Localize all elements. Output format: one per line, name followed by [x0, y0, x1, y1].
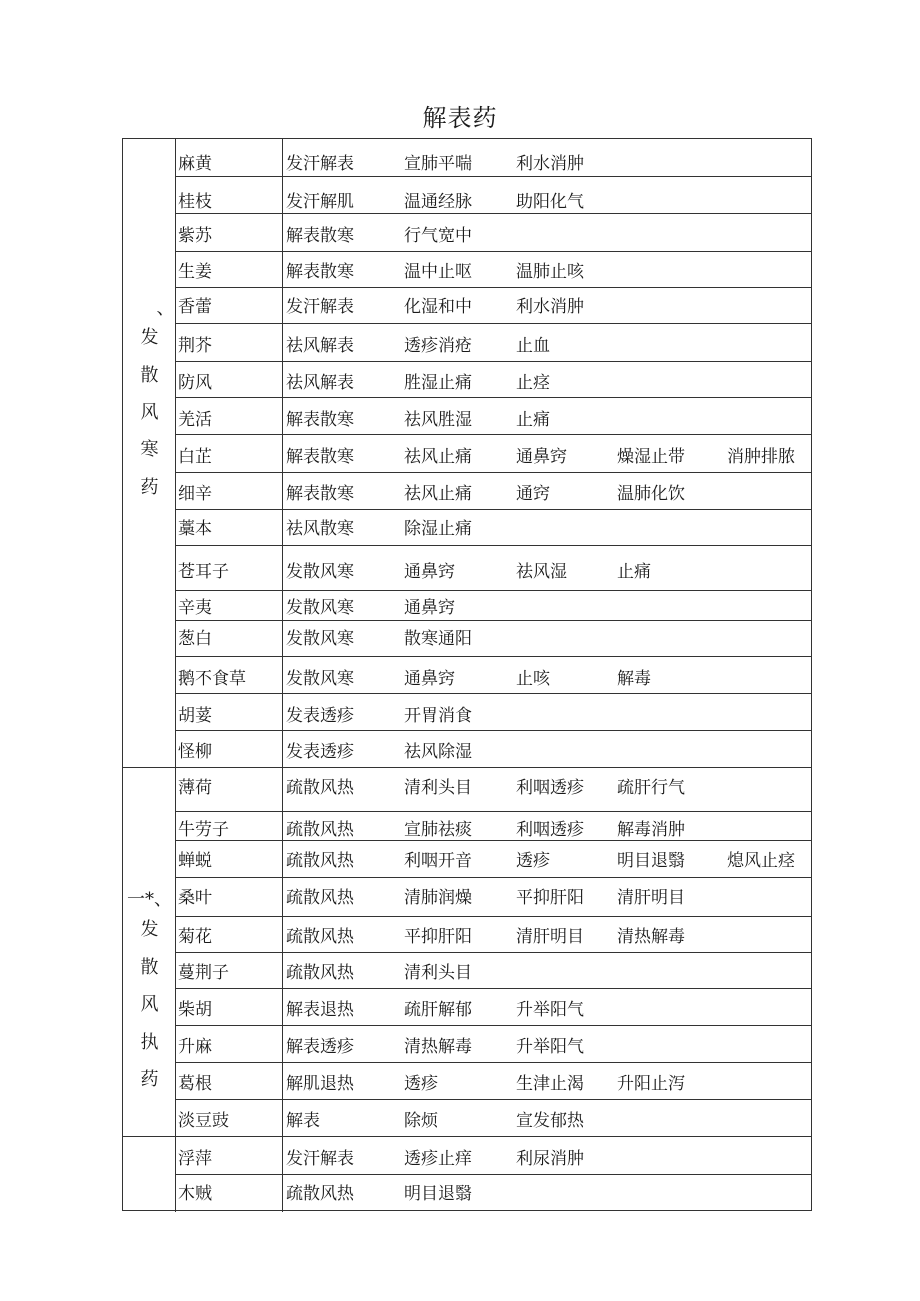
table-row [176, 840, 812, 878]
herb-name: 麻黄 [178, 154, 212, 174]
herb-name: 鹅不食草 [178, 669, 246, 689]
table-row [176, 397, 812, 435]
effect-text: 发汗解表 [286, 1149, 354, 1169]
effect-text: 透疹 [404, 1074, 438, 1094]
table-row [176, 590, 812, 621]
table-row [176, 472, 812, 510]
page-title: 解表药 [422, 104, 498, 132]
herb-table [122, 138, 812, 1211]
effect-text: 透疹止痒 [404, 1149, 472, 1169]
table-row [176, 323, 812, 362]
effect-text: 祛风散寒 [286, 519, 354, 539]
effect-text: 解表散寒 [286, 226, 354, 246]
effect-text: 祛风胜湿 [404, 410, 472, 430]
effect-text: 通鼻窍 [404, 598, 455, 618]
herb-name: 薄荷 [178, 778, 212, 798]
effect-text: 清热解毒 [617, 927, 685, 947]
herb-name: 羌活 [178, 410, 212, 430]
effect-text: 升举阳气 [516, 1000, 584, 1020]
effect-text: 开胃消食 [404, 706, 472, 726]
herb-name: 辛夷 [178, 598, 212, 618]
category-label-char: 药 [140, 477, 159, 498]
herb-name: 香蕾 [178, 297, 212, 317]
effect-text: 疏散风热 [286, 927, 354, 947]
effect-text: 祛风解表 [286, 336, 354, 356]
effect-text: 解表透疹 [286, 1037, 354, 1057]
effect-text: 疏散风热 [286, 963, 354, 983]
effect-text: 疏散风热 [286, 888, 354, 908]
effect-text: 温通经脉 [404, 192, 472, 212]
effect-text: 解毒消肿 [617, 820, 685, 840]
effect-text: 疏散风热 [286, 851, 354, 871]
table-row [176, 1025, 812, 1063]
effect-text: 祛风解表 [286, 373, 354, 393]
herb-name: 白芷 [178, 447, 212, 467]
effect-text: 利咽开音 [404, 851, 472, 871]
effect-text: 疏散风热 [286, 1184, 354, 1204]
effect-text: 解表退热 [286, 1000, 354, 1020]
effect-text: 生津止渴 [516, 1074, 584, 1094]
effect-text: 利尿消肿 [516, 1149, 584, 1169]
effect-text: 解表散寒 [286, 447, 354, 467]
effect-text: 利水消肿 [516, 297, 584, 317]
effect-text: 宣发郁热 [516, 1111, 584, 1131]
effect-text: 利水消肿 [516, 154, 584, 174]
effect-text: 祛风止痛 [404, 484, 472, 504]
effect-text: 疏肝解郁 [404, 1000, 472, 1020]
category-cell [123, 1136, 176, 1212]
table-row [176, 1174, 812, 1212]
herb-name: 防风 [178, 373, 212, 393]
herb-name: 桂枝 [178, 192, 212, 212]
effect-text: 止痛 [617, 562, 651, 582]
effect-text: 消肿排脓 [727, 447, 795, 467]
effect-text: 通鼻窍 [516, 447, 567, 467]
herb-name: 细辛 [178, 484, 212, 504]
category-label-char: 发 [140, 327, 159, 348]
effect-text: 解表 [286, 1111, 320, 1131]
effect-text: 升举阳气 [516, 1037, 584, 1057]
category-label-char: 风 [140, 402, 159, 423]
effect-text: 熄风止痉 [727, 851, 795, 871]
effect-text: 除烦 [404, 1111, 438, 1131]
effect-text: 通窍 [516, 484, 550, 504]
table-row [176, 139, 812, 177]
herb-name: 淡豆豉 [178, 1111, 229, 1131]
herb-name: 荆芥 [178, 336, 212, 356]
herb-name: 牛劳子 [178, 820, 229, 840]
effect-text: 燥湿止带 [617, 447, 685, 467]
category-label-char: 发 [140, 919, 159, 940]
herb-name: 怪柳 [178, 742, 212, 762]
effect-text: 祛风除湿 [404, 742, 472, 762]
effect-text: 清热解毒 [404, 1037, 472, 1057]
effect-text: 化湿和中 [404, 297, 472, 317]
effect-text: 温肺化饮 [617, 484, 685, 504]
category-label-char: 散 [140, 957, 159, 978]
herb-name: 藁本 [178, 519, 212, 539]
effect-text: 温肺止咳 [516, 262, 584, 282]
category-label-char: 一*、 [127, 889, 172, 910]
effect-text: 宣肺平喘 [404, 154, 472, 174]
effect-text: 胜湿止痛 [404, 373, 472, 393]
effect-text: 清利头目 [404, 963, 472, 983]
herb-name: 葛根 [178, 1074, 212, 1094]
table-row [176, 767, 812, 812]
effect-text: 利咽透疹 [516, 820, 584, 840]
table-row [176, 361, 812, 398]
effect-text: 发表透疹 [286, 706, 354, 726]
table-row [176, 620, 812, 657]
effect-text: 除湿止痛 [404, 519, 472, 539]
table-row [176, 509, 812, 546]
herb-name: 桑叶 [178, 888, 212, 908]
effect-text: 解表散寒 [286, 484, 354, 504]
table-row [176, 730, 812, 768]
table-row [176, 811, 812, 841]
table-row [176, 693, 812, 731]
table-row [176, 434, 812, 473]
effect-text: 清肺润燥 [404, 888, 472, 908]
effect-text: 祛风湿 [516, 562, 567, 582]
herb-name: 生姜 [178, 262, 212, 282]
table-row [176, 952, 812, 989]
category-label-char: 散 [140, 365, 159, 386]
effect-text: 利咽透疹 [516, 778, 584, 798]
effect-text: 明目退翳 [404, 1184, 472, 1204]
table-row [176, 1062, 812, 1100]
herb-name: 苍耳子 [178, 562, 229, 582]
herb-name: 蔓荆子 [178, 963, 229, 983]
herb-name: 浮萍 [178, 1149, 212, 1169]
herb-name: 柴胡 [178, 1000, 212, 1020]
effect-text: 止痛 [516, 410, 550, 430]
table-row [176, 877, 812, 917]
effect-text: 发汗解表 [286, 297, 354, 317]
category-label-char: 寒 [140, 439, 159, 460]
category-label-char: 药 [140, 1069, 159, 1090]
category-label-char: 风 [140, 994, 159, 1015]
category-cell [123, 767, 176, 1137]
table-row [176, 251, 812, 288]
effect-text: 升阳止泻 [617, 1074, 685, 1094]
effect-text: 助阳化气 [516, 192, 584, 212]
effect-text: 止痉 [516, 373, 550, 393]
effect-text: 发表透疹 [286, 742, 354, 762]
effect-text: 透疹消疮 [404, 336, 472, 356]
effect-text: 解肌退热 [286, 1074, 354, 1094]
effect-text: 清肝明目 [516, 927, 584, 947]
table-row [176, 1136, 812, 1175]
effect-text: 解表散寒 [286, 410, 354, 430]
effect-text: 散寒通阳 [404, 629, 472, 649]
table-row [176, 916, 812, 953]
effect-text: 平抑肝阳 [404, 927, 472, 947]
effect-text: 解毒 [617, 669, 651, 689]
table-row [176, 656, 812, 694]
table-row [176, 287, 812, 324]
effect-text: 发汗解肌 [286, 192, 354, 212]
herb-name: 葱白 [178, 629, 212, 649]
table-row [176, 213, 812, 252]
effect-text: 解表散寒 [286, 262, 354, 282]
effect-text: 发汗解表 [286, 154, 354, 174]
table-row [176, 176, 812, 214]
effect-text: 发散风寒 [286, 562, 354, 582]
effect-text: 清肝明目 [617, 888, 685, 908]
effect-text: 通鼻窍 [404, 669, 455, 689]
effect-text: 止咳 [516, 669, 550, 689]
table-row [176, 988, 812, 1026]
table-row [176, 1099, 812, 1137]
category-label-char: 执 [140, 1032, 159, 1053]
category-label-char: 、 [156, 298, 175, 319]
herb-name: 升麻 [178, 1037, 212, 1057]
effect-text: 发散风寒 [286, 669, 354, 689]
herb-name: 菊花 [178, 927, 212, 947]
effect-text: 止血 [516, 336, 550, 356]
effect-text: 平抑肝阳 [516, 888, 584, 908]
herb-name: 胡荽 [178, 706, 212, 726]
herb-name: 蝉蜕 [178, 851, 212, 871]
effect-text: 疏肝行气 [617, 778, 685, 798]
effect-text: 疏散风热 [286, 778, 354, 798]
herb-name: 木贼 [178, 1184, 212, 1204]
effect-text: 温中止呕 [404, 262, 472, 282]
effect-text: 祛风止痛 [404, 447, 472, 467]
effect-text: 透疹 [516, 851, 550, 871]
category-cell [123, 139, 176, 768]
effect-text: 发散风寒 [286, 598, 354, 618]
effect-text: 清利头目 [404, 778, 472, 798]
effect-text: 行气宽中 [404, 226, 472, 246]
herb-name: 紫苏 [178, 226, 212, 246]
effect-text: 疏散风热 [286, 820, 354, 840]
effect-text: 宣肺祛痰 [404, 820, 472, 840]
effect-text: 明目退翳 [617, 851, 685, 871]
effect-text: 发散风寒 [286, 629, 354, 649]
effect-text: 通鼻窍 [404, 562, 455, 582]
table-row [176, 545, 812, 591]
